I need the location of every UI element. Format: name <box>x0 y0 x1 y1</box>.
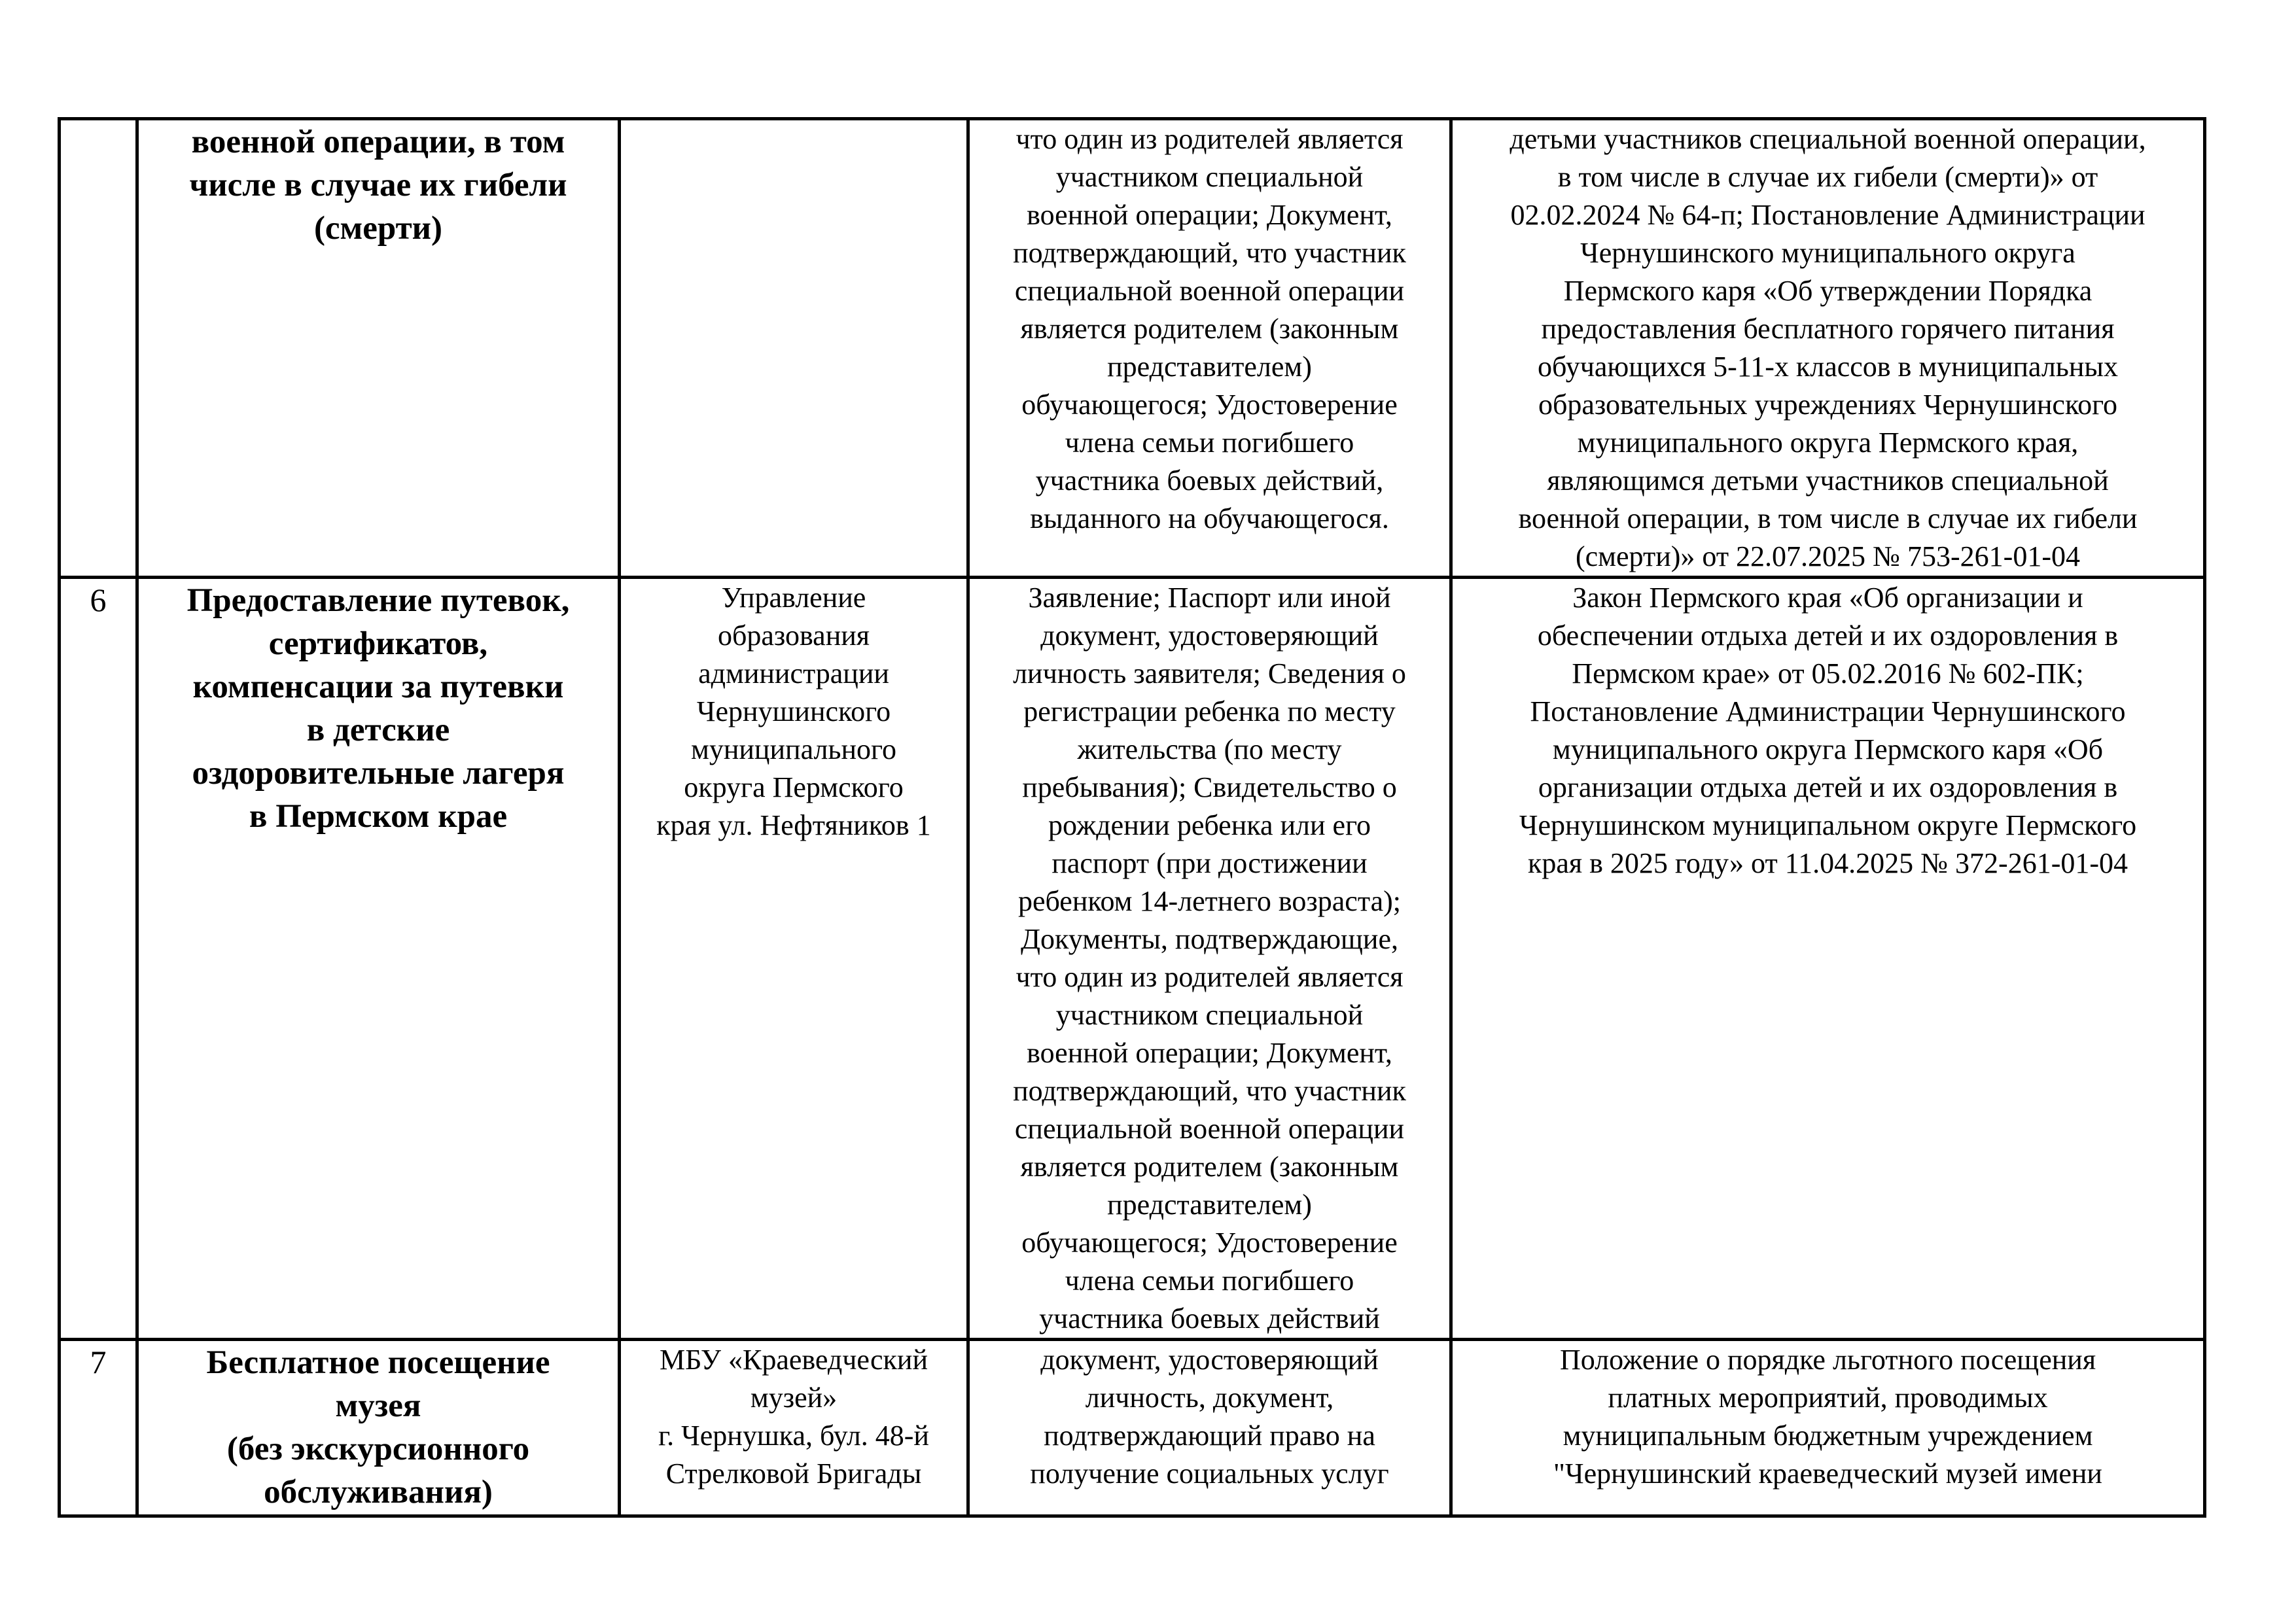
table-row <box>60 1340 2205 1516</box>
benefits-table <box>58 117 2206 1518</box>
provider-cell <box>620 1340 968 1516</box>
table-row <box>60 578 2205 1340</box>
service-name-cell <box>137 119 620 578</box>
row-number: 7 <box>90 1344 107 1380</box>
row-number: 6 <box>90 582 107 618</box>
row-number-cell <box>60 1340 137 1516</box>
provider-cell <box>620 578 968 1340</box>
required-documents: документ, удостоверяющий личность, документ, подтверждающий право на получение социальных услуг <box>1030 1344 1389 1490</box>
row-number-cell <box>60 119 137 578</box>
provider: Управление образования администрации Чернушинского муниципального округа Пермского края ул. Нефтяников 1 <box>656 582 931 841</box>
table-row <box>60 119 2205 578</box>
required-documents: Заявление; Паспорт или иной документ, удостоверяющий личность заявителя; Сведения о регистрации ребенка по месту жительства (по месту пребывания); Свидетельство о рождении ребенка или его паспорт (при достижении ребенком 14-летнего возраста); Документы, подтверждающие, что один из родителей является участником специальной военной операции; Документ, подтверждающий, что участник специальной военной операции является родителем (законным представителем) обучающегося; Удостоверение члена семьи погибшего участника боевых действий <box>1013 582 1406 1335</box>
service-name: военной операции, в том числе в случае их гибели (смерти) <box>189 124 567 247</box>
row-number-cell <box>60 578 137 1340</box>
legal-basis: детьми участников специальной военной операции, в том числе в случае их гибели (смерти)» от 02.02.2024 № 64-п; Постановление Администрации Чернушинского муниципального округа Пермского каря «Об утверждении Порядка предоставления бесплатного горячего питания обучающихся 5-11-х классов в муниципальных образовательных учреждениях Чернушинского муниципального округа Пермского края, являющимся детьми участников специальной военной операции, в том числе в случае их гибели (смерти)» от 22.07.2025 № 753-261-01-04 <box>1510 123 2146 572</box>
legal-basis-cell <box>1451 1340 2205 1516</box>
legal-basis-cell <box>1451 119 2205 578</box>
service-name-cell <box>137 578 620 1340</box>
service-name-cell <box>137 1340 620 1516</box>
service-name: Предоставление путевок, сертификатов, компенсации за путевки в детские оздоровительные лагеря в Пермском крае <box>186 582 570 835</box>
legal-basis-cell <box>1451 578 2205 1340</box>
documents-cell <box>968 578 1451 1340</box>
legal-basis: Положение о порядке льготного посещения платных мероприятий, проводимых муниципальным бюджетным учреждением "Чернушинский краеведческий музей имени <box>1553 1344 2102 1490</box>
provider-cell <box>620 119 968 578</box>
service-name: Бесплатное посещение музея (без экскурсионного обслуживания) <box>206 1344 550 1510</box>
required-documents: что один из родителей является участником специальной военной операции; Документ, подтверждающий, что участник специальной военной операции является родителем (законным представителем) обучающегося; Удостоверение члена семьи погибшего участника боевых действий, выданного на обучающегося. <box>1013 123 1406 534</box>
documents-cell <box>968 119 1451 578</box>
legal-basis: Закон Пермского края «Об организации и обеспечении отдыха детей и их оздоровления в Пермском крае» от 05.02.2016 № 602-ПК; Постановление Администрации Чернушинского муниципального округа Пермского каря «Об организации отдыха детей и их оздоровления в Чернушинском муниципальном округе Пермского края в 2025 году» от 11.04.2025 № 372-261-01-04 <box>1519 582 2137 879</box>
provider: МБУ «Краеведческий музей» г. Чернушка, бул. 48-й Стрелковой Бригады <box>658 1344 929 1490</box>
documents-cell <box>968 1340 1451 1516</box>
